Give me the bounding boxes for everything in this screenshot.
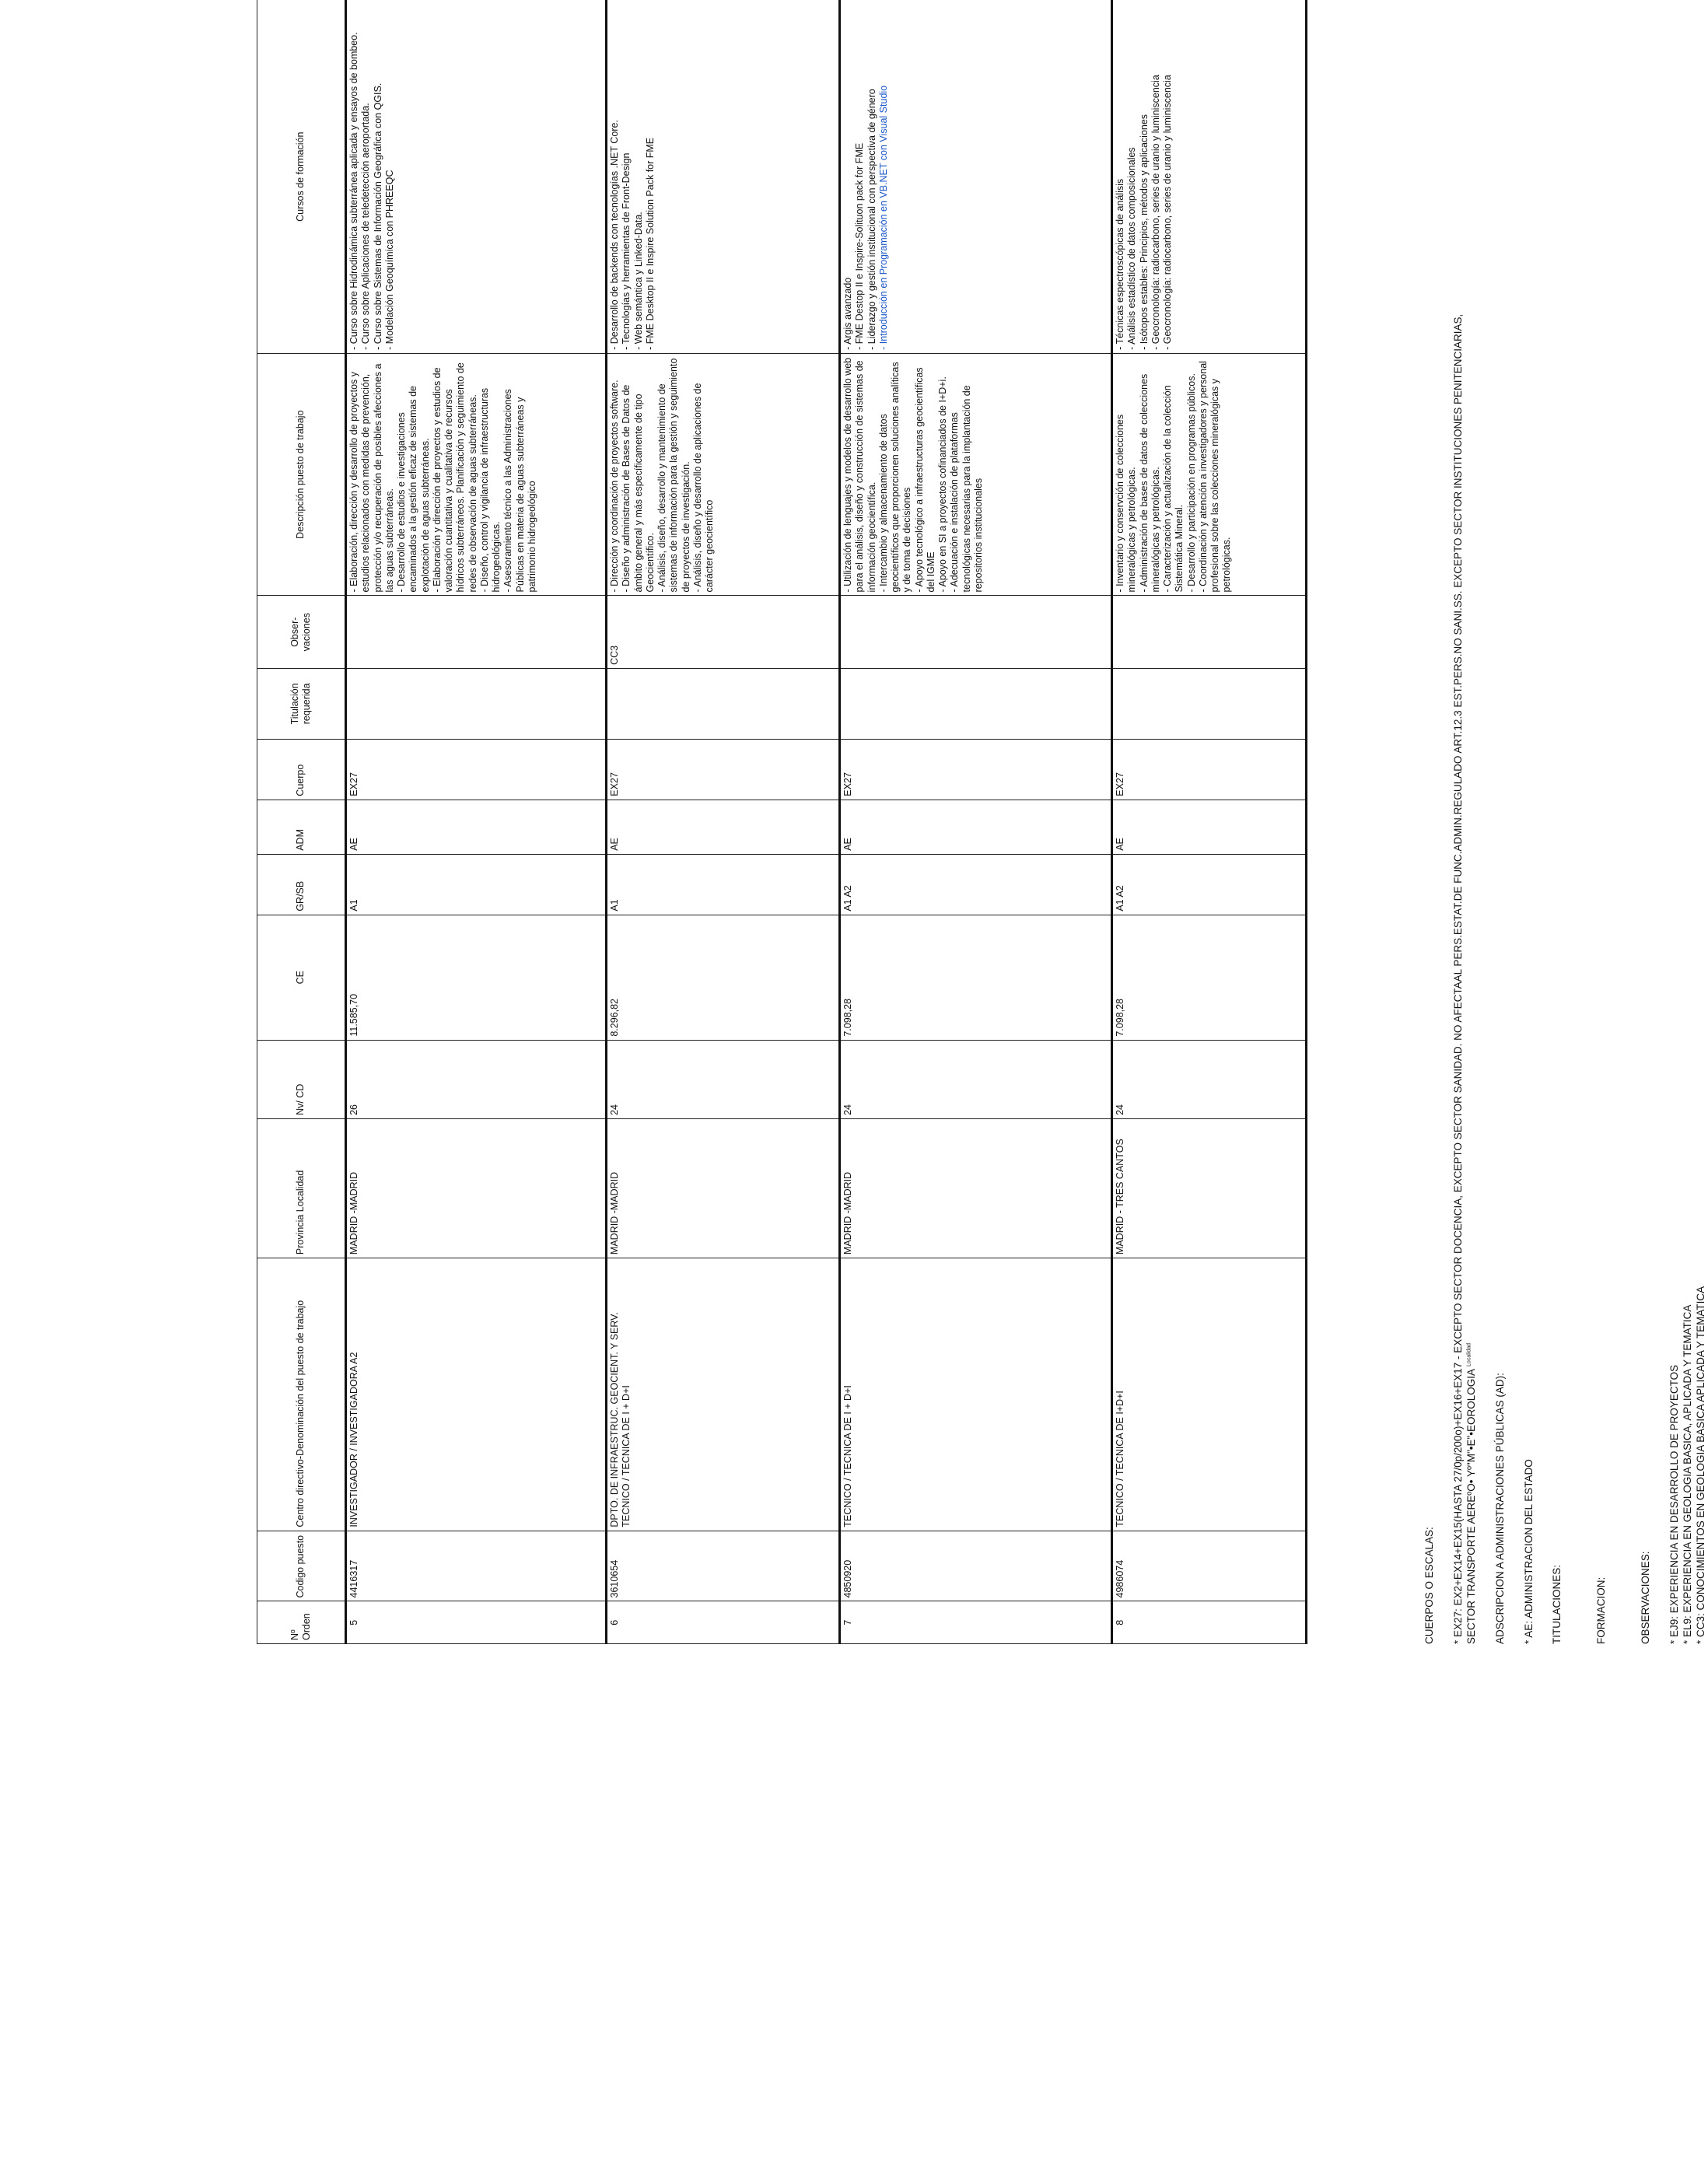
curso-item: - Desarrollo de backends con tecnologías .NET Core. <box>609 120 620 350</box>
observacion-line: * EJ9: EXPERIENCIA EN DESARROLLO DE PROYECTOS <box>1668 1364 1680 1644</box>
curso-item: - Liderazgo y gestión institucional con perspectiva de género <box>866 89 877 350</box>
observacion-line: * EL9: EXPERIENCIA EN GEOLOGIA BASICA, APLICADA Y TEMATICA <box>1681 1304 1693 1644</box>
adscripcion-title: ADSCRIPCION A ADMINISTRACIONES PÚBLICAS (AD): <box>1493 1373 1506 1644</box>
curso-item: - Técnicas espectroscópicas de análisis <box>1115 178 1125 350</box>
header-observaciones: Obser- vaciones <box>257 596 346 668</box>
puesto-denominacion: TECNICO / TECNICA DE I+D+I <box>1115 1391 1125 1527</box>
descripcion-item: - Dirección y coordinación de proyectos software. <box>609 380 620 593</box>
curso-item: - Web semántica y Linked-Data. <box>632 212 644 350</box>
cell-ce: 11.585,70 <box>346 915 607 1040</box>
cell-codigo: 4986074 <box>1112 1531 1307 1601</box>
curso-item: - Geocronología: radiocarbono, series de uranio y luminiscencia <box>1162 75 1173 350</box>
header-nivel: Nv/ CD <box>257 1040 346 1118</box>
formacion-title: FORMACION: <box>1595 1576 1608 1644</box>
descripcion-item: - Utilización de lenguajes y modelos de desarrollo web para el análisis, diseño y construcción de sistemas de información geocientífica. <box>842 357 877 593</box>
cuerpos-line-text: SECTOR TRANSPORTE AEREºO• Yº"M"•E"•EOROLOGIA <box>1465 1369 1477 1644</box>
cell-cuerpo: EX27 <box>840 739 1112 800</box>
cell-provincia: MADRID -MADRID <box>607 1118 840 1258</box>
cell-adm: AE <box>840 800 1112 854</box>
cell-descripcion <box>346 353 607 596</box>
descripcion-item: - Desarrollo de estudios e investigaciones encaminados a la gestión eficaz de sistemas de explotación de aguas subterráneas. <box>396 386 431 593</box>
curso-item: - Argis avanzado <box>842 277 853 350</box>
cell-nivel: 24 <box>1112 1040 1307 1118</box>
header-cuerpo: Cuerpo <box>257 739 346 800</box>
header-codigo: Codigo puesto <box>257 1531 346 1601</box>
cell-cursos <box>607 0 840 353</box>
observaciones-title: OBSERVACIONES: <box>1640 1551 1652 1644</box>
curso-item: - Modelación Geoquímica con PHREEQC <box>383 170 395 350</box>
cell-titulacion <box>1112 668 1307 739</box>
cell-adm: AE <box>346 800 607 854</box>
descripcion-item: - Caracterización y actualización de la colección Sistemática Mineral. <box>1162 385 1185 593</box>
curso-item: - FME Desktop II e Inspire Solution Pack for FME <box>644 137 656 350</box>
header-centro: Centro directivo-Denominación del puesto de trabajo <box>257 1258 346 1531</box>
titulaciones-title: TITULACIONES: <box>1551 1564 1563 1644</box>
descripcion-item: - Diseño, control y vigilancia de infraestructuras hidrogeológicas. <box>478 387 502 593</box>
cell-provincia: MADRID -MADRID <box>346 1118 607 1258</box>
cell-codigo: 3610654 <box>607 1531 840 1601</box>
curso-item: - Curso sobre Hidrodinámica subterránea aplicada y ensayos de bombeo. <box>348 32 359 350</box>
cell-orden: 8 <box>1112 1601 1307 1644</box>
cell-centro <box>1112 1258 1307 1531</box>
observacion-line: * CC3: CONOCIMIENTOS EN GEOLOGIA BASICA APLICADA Y TEMATICA <box>1694 1286 1706 1644</box>
header-cursos: Cursos de formación <box>257 0 346 353</box>
header-row <box>257 0 346 1644</box>
table-row <box>840 0 1112 1644</box>
cell-adm: AE <box>607 800 840 854</box>
header-provincia: Provincia Localidad <box>257 1118 346 1258</box>
cell-nivel: 24 <box>607 1040 840 1118</box>
cell-ce: 7.098,28 <box>1112 915 1307 1040</box>
header-descripcion: Descripción puesto de trabajo <box>257 353 346 596</box>
cell-codigo: 4850920 <box>840 1531 1112 1601</box>
curso-item: - Tecnologías y herramientas de Front-Design <box>621 152 632 350</box>
header-orden: Nº Orden <box>257 1601 346 1644</box>
descripcion-item: - Desarrollo y participación en programas públicos. <box>1185 373 1197 593</box>
positions-table <box>257 0 1307 1644</box>
cell-grsb: A1 <box>607 854 840 915</box>
curso-item: - Introducción en Programación en VB.NET con Visual Studio <box>877 85 889 350</box>
table-row <box>346 0 607 1644</box>
cell-observaciones <box>346 596 607 668</box>
descripcion-item: - Elaboración, dirección y desarrollo de proyectos y estudios relacionados con medidas de prevención, protección y/o recuperación de posibles afecciones a las aguas subterráneas. <box>348 363 395 593</box>
descripcion-item: - Análisis, diseño y desarrollo de aplicaciones de carácter geocientífico <box>691 383 715 593</box>
curso-item: - Curso sobre Sistemas de Información Geográfica con QGIS. <box>372 82 383 350</box>
cell-cuerpo: EX27 <box>607 739 840 800</box>
cell-descripcion <box>607 353 840 596</box>
puesto-denominacion: TECNICO / TECNICA DE I + D+I <box>621 1385 632 1527</box>
cell-titulacion <box>607 668 840 739</box>
descripcion-item: - Elaboración y dirección de proyectos y estudios de valoración cuantitativa y cualitativa de recursos hídricos subterráneos. Planificación y seguimiento de redes de observación de aguas subterráneas. <box>431 362 478 593</box>
cuerpos-superscript: Localidad <box>1466 1343 1472 1366</box>
descripcion-item: - Diseño y administración de Bases de Datos de ámbito general y más específicamente de tipo Geocientífico. <box>621 384 656 593</box>
descripcion-item: - Administración de bases de datos de colecciones mineralógicas y petrológicas. <box>1138 373 1161 593</box>
cell-centro <box>346 1258 607 1531</box>
header-adm: ADM <box>257 800 346 854</box>
table-row <box>1112 0 1307 1644</box>
cell-provincia: MADRID -MADRID <box>840 1118 1112 1258</box>
cell-grsb: A1 <box>346 854 607 915</box>
curso-item: - Análisis estadístico de datos composicionales <box>1126 147 1138 350</box>
curso-item: - Isótopos estables: Principios, métodos y aplicaciones <box>1138 114 1150 350</box>
cell-observaciones <box>840 596 1112 668</box>
descripcion-item: - Inventario y conservción de colecciones mineralógicas y petrológicas. <box>1115 414 1138 593</box>
descripcion-item: - Asesoramiento técnico a las Administraciones Públicas en materia de aguas subterráneas y patrimonio hidrogeológico <box>502 389 537 593</box>
cell-descripcion <box>1112 353 1307 596</box>
cell-orden: 6 <box>607 1601 840 1644</box>
curso-item: - Geocronología: radiocarbono, series de uranio y luminiscencia <box>1150 75 1161 350</box>
centro-directivo: DPTO. DE INFRAESTRUC. GEOCIENT. Y SERV. <box>609 1312 620 1527</box>
cell-descripcion <box>840 353 1112 596</box>
cell-titulacion <box>840 668 1112 739</box>
cell-nivel: 24 <box>840 1040 1112 1118</box>
descripcion-item: - Apoyo en SI a proyectos cofinanciados de I+D+i. <box>937 376 948 593</box>
descripcion-item: - Análisis, diseño, desarrollo y mantenimiento de sistemas de información para la gestión y seguimiento de proyectos de investigación. <box>656 358 691 593</box>
cell-titulacion <box>346 668 607 739</box>
header-ce: CE <box>257 915 346 1040</box>
cell-ce: 7.098,28 <box>840 915 1112 1040</box>
puesto-denominacion: INVESTIGADOR / INVESTIGADORA A2 <box>348 1352 359 1527</box>
cell-cuerpo: EX27 <box>1112 739 1307 800</box>
cell-centro <box>840 1258 1112 1531</box>
cuerpos-line <box>1465 0 1479 1644</box>
curso-item: - FME Destop II e Inspire-Solituon pack for FME <box>854 142 866 350</box>
cell-grsb: A1 A2 <box>1112 854 1307 915</box>
curso-item: - Curso sobre Aplicaciones de teledetección aeroportada. <box>360 103 372 350</box>
header-grsb: GR/SB <box>257 854 346 915</box>
cell-cuerpo: EX27 <box>346 739 607 800</box>
cuerpos-title: CUERPOS O ESCALAS: <box>1423 1527 1435 1644</box>
descripcion-item: - Apoyo tecnológico a infraestructuras geocientíficas del IGME <box>913 367 936 593</box>
cell-cursos <box>840 0 1112 353</box>
cell-adm: AE <box>1112 800 1307 854</box>
cell-observaciones: CC3 <box>607 596 840 668</box>
header-titulacion: Titulación requerida <box>257 668 346 739</box>
descripcion-item: - Coordinación y atención a investigadores y personal profesional sobre las colecciones mineralógicas y petrológicas. <box>1197 361 1233 593</box>
cell-orden: 5 <box>346 1601 607 1644</box>
table-row <box>607 0 840 1644</box>
cell-ce: 8.296,82 <box>607 915 840 1040</box>
cell-nivel: 26 <box>346 1040 607 1118</box>
cell-orden: 7 <box>840 1601 1112 1644</box>
cell-provincia: MADRID - TRES CANTOS <box>1112 1118 1307 1258</box>
cell-centro <box>607 1258 840 1531</box>
cell-codigo: 4416317 <box>346 1531 607 1601</box>
descripcion-item: - Adecuación e instalación de plataformas tecnológicas necesarias para la implantación de repositorios institucionales <box>949 385 984 593</box>
puesto-denominacion: TECNICO / TECNICA DE I + D+I <box>842 1385 853 1527</box>
legend-notes <box>1423 0 1708 1644</box>
cell-observaciones <box>1112 596 1307 668</box>
descripcion-item: - Intercambio y almacenamiento de datos geocientíficos que proporcionen soluciones analíticas y de toma de decisiones <box>877 362 913 593</box>
cell-cursos <box>1112 0 1307 353</box>
cell-cursos <box>346 0 607 353</box>
cuerpos-line: * EX27: EX2+EX14+EX15(HASTA 27/0p/200o)+EX16+EX17 - EXCEPTO SECTOR DOCENCIA, EXCEPTO SECTOR SANIDAD. NO AFECTAAL PERS.ESTAT.DE FUNC.ADMIN.REGULADO ART.12.3 EST.PERS.NO SANI.SS. EXCEPTO SECTOR INSTITUCIONES PENITENCIARIAS, <box>1451 313 1464 1644</box>
adscripcion-line: * AE: ADMINISTRACION DEL ESTADO <box>1522 1459 1535 1644</box>
cell-grsb: A1 A2 <box>840 854 1112 915</box>
